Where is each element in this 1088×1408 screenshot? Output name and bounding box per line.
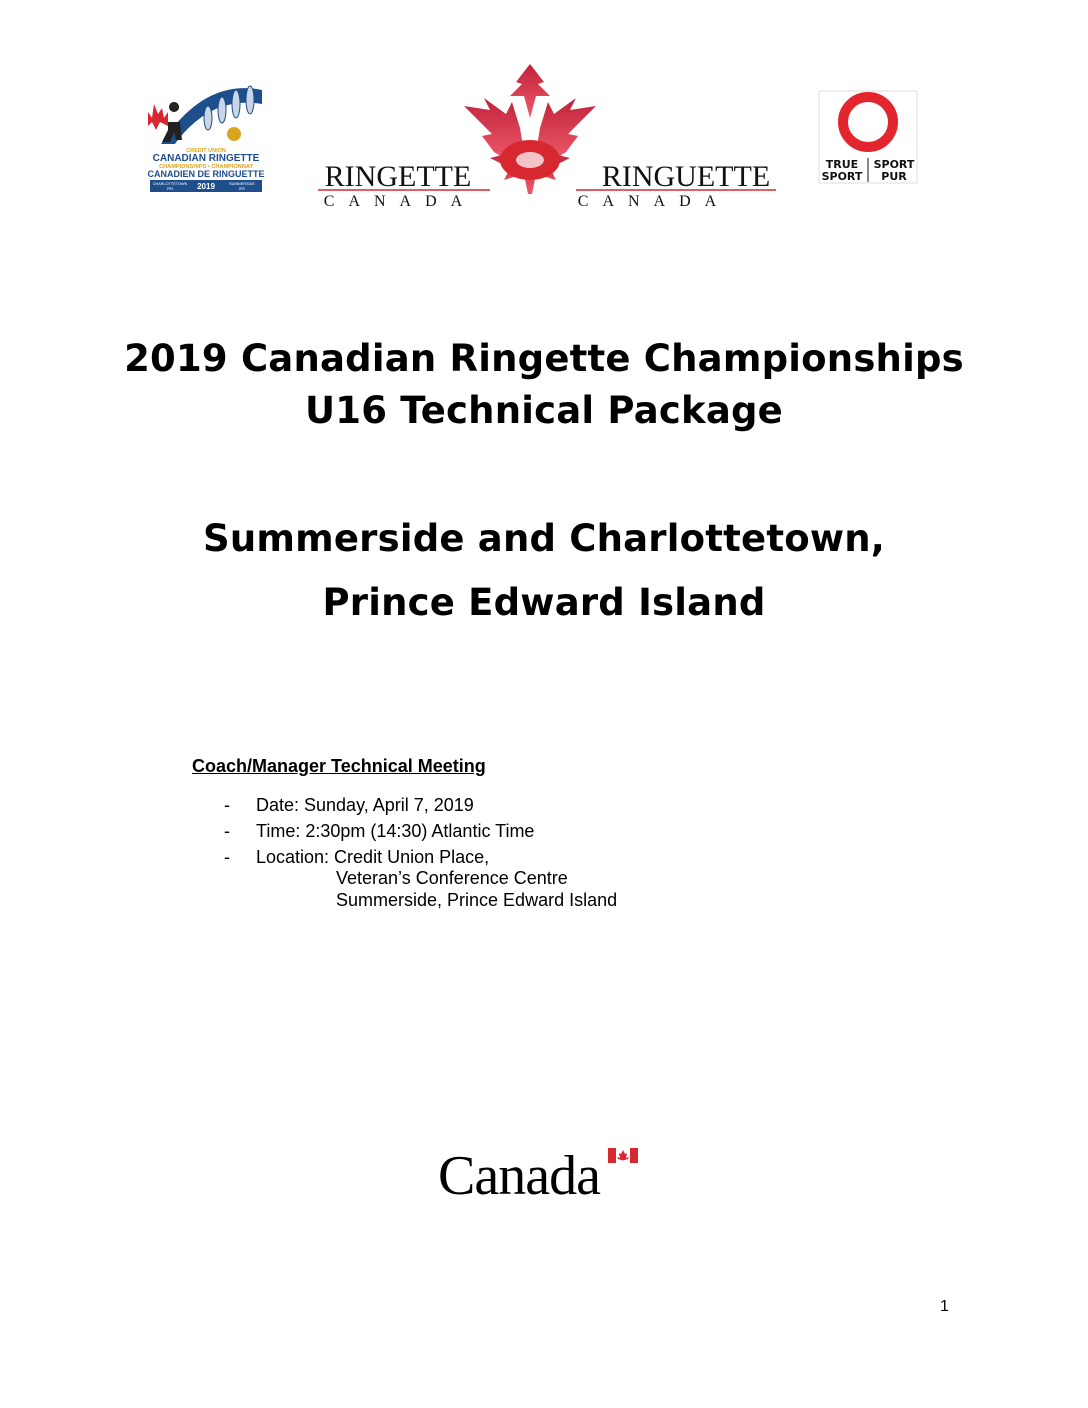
pur-word: PUR — [881, 170, 907, 183]
title-text-4: Prince Edward Island — [322, 581, 766, 624]
champ-year: 2019 — [197, 182, 215, 191]
page-number: 1 — [940, 1298, 949, 1315]
ringette-canada-sub: CANADA — [323, 193, 477, 210]
meeting-location-line-3: Summerside, Prince Edward Island — [336, 890, 618, 910]
bullet-dash: - — [224, 795, 230, 815]
bullet-dash: - — [224, 847, 230, 867]
ringette-canada-logo — [314, 62, 778, 212]
ringuette-canada-sub: CANADA — [577, 193, 731, 210]
true-word: TRUE — [825, 158, 859, 171]
champ-line-4: CANADIEN DE RINGUETTE — [147, 169, 265, 179]
champ-line-1: CREDIT UNION — [186, 148, 226, 154]
sport-word-right: SPORT — [873, 158, 915, 171]
title-text-1: 2019 Canadian Ringette Championships — [124, 337, 964, 380]
meeting-time-item — [224, 818, 534, 844]
title-line-4 — [0, 581, 1088, 624]
champ-line-3: CHAMPIONSHIPS • CHAMPIONNAT — [159, 164, 253, 170]
meeting-date: Date: Sunday, April 7, 2019 — [256, 795, 474, 815]
canada-wordmark-logo — [438, 1146, 642, 1198]
title-line-3 — [0, 517, 1088, 560]
ringette-word: RINGETTE — [324, 160, 472, 193]
meeting-location-line-2: Veteran’s Conference Centre — [336, 868, 568, 888]
meeting-time: Time: 2:30pm (14:30) Atlantic Time — [256, 821, 535, 841]
champ-prov-2: IPE — [238, 187, 246, 191]
bullet-dash: - — [224, 821, 230, 841]
champ-line-2: CANADIAN RINGETTE — [152, 153, 260, 164]
champ-city-2: SUMMERSIDE — [229, 182, 255, 186]
title-text-3: Summerside and Charlottetown, — [202, 517, 886, 560]
champ-city-1: CHARLOTTETOWN — [152, 182, 188, 186]
title-text-2: U16 Technical Package — [305, 389, 783, 432]
meeting-date-item — [224, 792, 534, 818]
title-line-1 — [0, 337, 1088, 380]
canada-wordmark-text: Canada — [438, 1146, 600, 1198]
title-line-2 — [0, 389, 1088, 432]
sport-word-left: SPORT — [821, 170, 863, 183]
meeting-location: Location: Credit Union Place, — [256, 847, 490, 867]
meeting-location-item — [224, 844, 534, 870]
meeting-heading: Coach/Manager Technical Meeting — [192, 756, 486, 776]
championship-logo — [146, 82, 266, 194]
ringuette-word: RINGUETTE — [601, 160, 771, 193]
canada-flag-icon — [608, 1148, 638, 1163]
champ-prov-1: PEI — [166, 187, 174, 191]
meeting-details-list — [224, 792, 534, 870]
true-sport-logo — [818, 90, 918, 184]
